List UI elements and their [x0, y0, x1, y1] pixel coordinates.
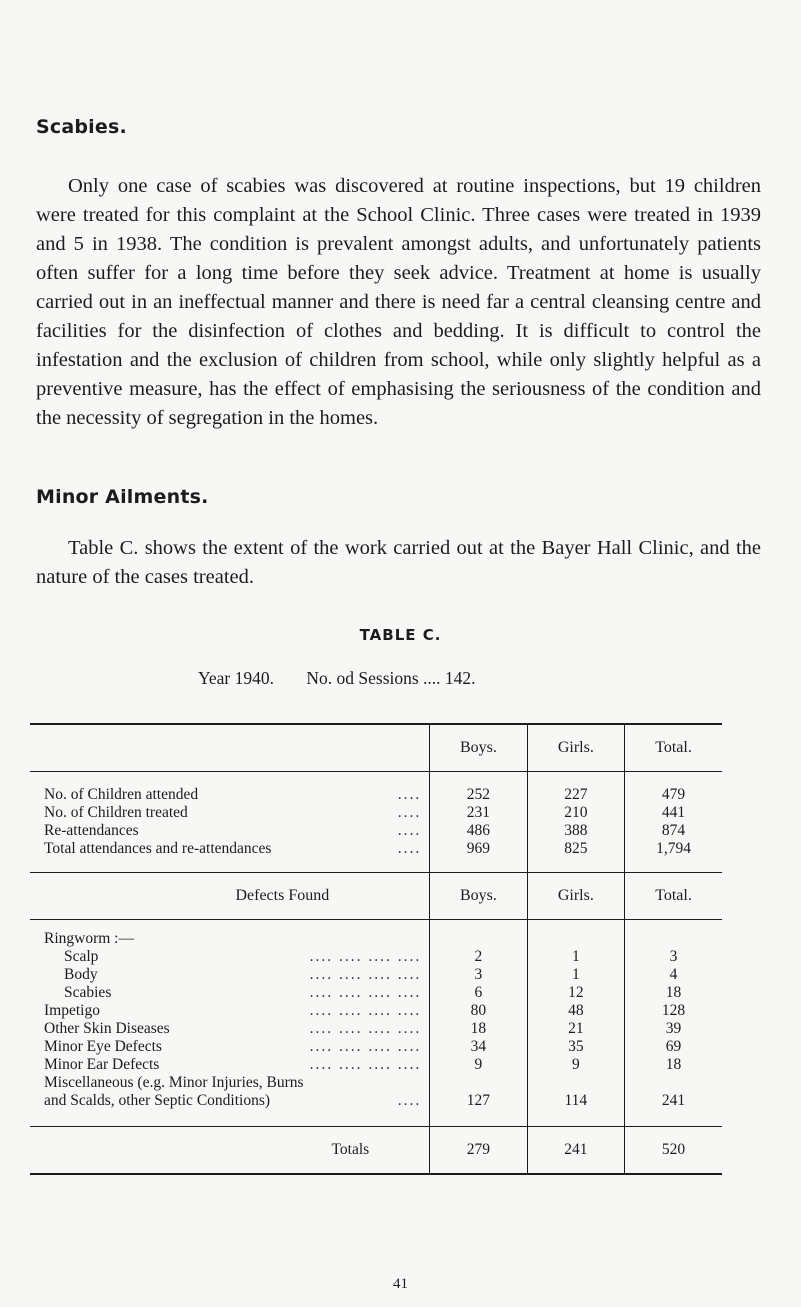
leader-dots: ....	[397, 822, 422, 839]
spacer-cell	[430, 858, 527, 873]
cell-boys: 252	[430, 786, 527, 804]
table-row	[30, 1002, 722, 1020]
totals-label: Totals	[30, 1127, 430, 1175]
cell-boys: 231	[430, 804, 527, 822]
spacer-row	[30, 1110, 722, 1127]
header-cell-girls: Girls.	[527, 724, 624, 772]
spacer-cell	[625, 920, 722, 931]
cell-total: 18	[625, 1056, 722, 1074]
cell-total: 874	[625, 822, 722, 840]
leader-dots: .... .... .... ....	[309, 948, 422, 965]
table-row	[30, 930, 722, 948]
cell-total	[625, 930, 722, 948]
row-label-text: and Scalds, other Septic Conditions)	[44, 1092, 271, 1109]
row-label	[30, 966, 430, 984]
page-number: 41	[393, 1276, 408, 1292]
cell-girls: 388	[527, 822, 624, 840]
cell-girls	[527, 1074, 624, 1092]
cell-girls: 9	[527, 1056, 624, 1074]
table-row	[30, 966, 722, 984]
leader-dots: ....	[397, 804, 422, 821]
row-label	[30, 1092, 430, 1110]
leader-dots: .... .... .... ....	[309, 1002, 422, 1019]
row-label-text: Impetigo	[44, 1002, 100, 1019]
table-c	[30, 723, 722, 1175]
cell-total: 1,794	[625, 840, 722, 858]
cell-total: 69	[625, 1038, 722, 1056]
table-row	[30, 984, 722, 1002]
year-label: Year 1940.	[198, 668, 274, 688]
section-heading-scabies: Scabies.	[36, 116, 127, 138]
cell-boys: 9	[430, 1056, 527, 1074]
header-cell-girls: Girls.	[527, 873, 624, 920]
spacer-cell	[30, 858, 430, 873]
row-label-text: Body	[64, 966, 98, 983]
totals-girls: 241	[527, 1127, 624, 1175]
spacer-row	[30, 858, 722, 873]
cell-girls: 114	[527, 1092, 624, 1110]
cell-total: 479	[625, 786, 722, 804]
table-row	[30, 1092, 722, 1110]
cell-total	[625, 1074, 722, 1092]
row-label-text: Minor Eye Defects	[44, 1038, 162, 1055]
table-subtitle	[198, 668, 504, 689]
cell-boys: 18	[430, 1020, 527, 1038]
spacer-cell	[30, 920, 430, 931]
spacer-cell	[527, 772, 624, 787]
row-label	[30, 948, 430, 966]
cell-girls: 1	[527, 966, 624, 984]
spacer-cell	[30, 772, 430, 787]
table-row	[30, 804, 722, 822]
leader-dots: .... .... .... ....	[309, 1038, 422, 1055]
totals-total: 520	[625, 1127, 722, 1175]
spacer-cell	[527, 1110, 624, 1127]
row-label-text: No. of Children treated	[44, 804, 188, 821]
leader-dots: .... .... .... ....	[309, 966, 422, 983]
leader-dots: .... .... .... ....	[309, 1056, 422, 1073]
header-cell-total: Total.	[625, 873, 722, 920]
table-body	[30, 724, 722, 1174]
row-label	[30, 1020, 430, 1038]
minor-ailments-paragraph: Table C. shows the extent of the work carried out at the Bayer Hall Clinic, and the nature of the cases treated.	[36, 537, 761, 588]
cell-boys	[430, 930, 527, 948]
row-label	[30, 1074, 430, 1092]
cell-total: 241	[625, 1092, 722, 1110]
cell-boys: 2	[430, 948, 527, 966]
header-cell-boys: Boys.	[430, 724, 527, 772]
table-row	[30, 840, 722, 858]
cell-total: 3	[625, 948, 722, 966]
cell-girls: 210	[527, 804, 624, 822]
row-label	[30, 840, 430, 858]
cell-girls: 48	[527, 1002, 624, 1020]
spacer-cell	[527, 920, 624, 931]
table-row	[30, 1056, 722, 1074]
row-label-text: Re-attendances	[44, 822, 139, 839]
sessions-label: No. od Sessions .... 142.	[306, 668, 476, 688]
row-label-text: Minor Ear Defects	[44, 1056, 160, 1073]
spacer-cell	[625, 772, 722, 787]
leader-dots: ....	[397, 840, 422, 857]
table-row	[30, 948, 722, 966]
spacer-cell	[30, 1110, 430, 1127]
row-label	[30, 984, 430, 1002]
cell-girls: 12	[527, 984, 624, 1002]
spacer-cell	[430, 920, 527, 931]
spacer-cell	[430, 772, 527, 787]
table-header-row	[30, 724, 722, 772]
cell-girls: 227	[527, 786, 624, 804]
leader-dots: ....	[397, 786, 422, 803]
totals-boys: 279	[430, 1127, 527, 1175]
spacer-cell	[430, 1110, 527, 1127]
header-cell-total: Total.	[625, 724, 722, 772]
table-row	[30, 1038, 722, 1056]
header-cell: Defects Found	[30, 873, 430, 920]
row-label-text: Scalp	[64, 948, 99, 965]
leader-dots: ....	[397, 1092, 422, 1109]
row-label	[30, 804, 430, 822]
spacer-row	[30, 920, 722, 931]
table-row	[30, 822, 722, 840]
table-header-row	[30, 873, 722, 920]
cell-boys: 6	[430, 984, 527, 1002]
spacer-cell	[625, 858, 722, 873]
totals-row	[30, 1127, 722, 1175]
row-label	[30, 930, 430, 948]
table-row	[30, 1020, 722, 1038]
cell-boys: 127	[430, 1092, 527, 1110]
header-cell	[30, 724, 430, 772]
cell-boys	[430, 1074, 527, 1092]
row-label-text: No. of Children attended	[44, 786, 199, 803]
cell-boys: 969	[430, 840, 527, 858]
cell-total: 18	[625, 984, 722, 1002]
table-row	[30, 1074, 722, 1092]
cell-total: 39	[625, 1020, 722, 1038]
leader-dots: .... .... .... ....	[309, 984, 422, 1001]
cell-boys: 34	[430, 1038, 527, 1056]
table-title: TABLE C.	[359, 626, 442, 644]
spacer-cell	[527, 858, 624, 873]
cell-boys: 80	[430, 1002, 527, 1020]
spacer-cell	[625, 1110, 722, 1127]
header-cell-boys: Boys.	[430, 873, 527, 920]
row-label-text: Ringworm :—	[44, 930, 134, 947]
row-label	[30, 1002, 430, 1020]
cell-boys: 486	[430, 822, 527, 840]
row-label	[30, 1056, 430, 1074]
leader-dots: .... .... .... ....	[309, 1020, 422, 1037]
cell-girls: 825	[527, 840, 624, 858]
scabies-paragraph: Only one case of scabies was discovered at routine inspections, but 19 children were treated for this complaint at the School Clinic. Three cases were treated in 1939 and 5 in 1938. The condition is prevalent amongst adults, and unfortunately patients often suffer for a long time before they seek advice. Treatment at home is usually carried out in an ineffectual manner and there is need far a central cleansing centre and facilities for the disinfection of clothes and bedding. It is difficult to control the infestation and the exclusion of children from school, while only slightly helpful as a preventive measure, has the effect of emphasising the seriousness of the condition and the necessity of segregation in the homes.	[36, 175, 761, 429]
row-label-text: Other Skin Diseases	[44, 1020, 170, 1037]
cell-boys: 3	[430, 966, 527, 984]
cell-girls: 1	[527, 948, 624, 966]
cell-girls: 35	[527, 1038, 624, 1056]
cell-girls	[527, 930, 624, 948]
cell-total: 128	[625, 1002, 722, 1020]
row-label-text: Total attendances and re-attendances	[44, 840, 272, 857]
cell-girls: 21	[527, 1020, 624, 1038]
cell-total: 4	[625, 966, 722, 984]
row-label-text: Miscellaneous (e.g. Minor Injuries, Burns	[44, 1074, 304, 1091]
row-label	[30, 786, 430, 804]
row-label-text: Scabies	[64, 984, 112, 1001]
cell-total: 441	[625, 804, 722, 822]
spacer-row	[30, 772, 722, 787]
table-row	[30, 786, 722, 804]
row-label	[30, 1038, 430, 1056]
section-heading-minor-ailments: Minor Ailments.	[36, 486, 209, 508]
row-label	[30, 822, 430, 840]
